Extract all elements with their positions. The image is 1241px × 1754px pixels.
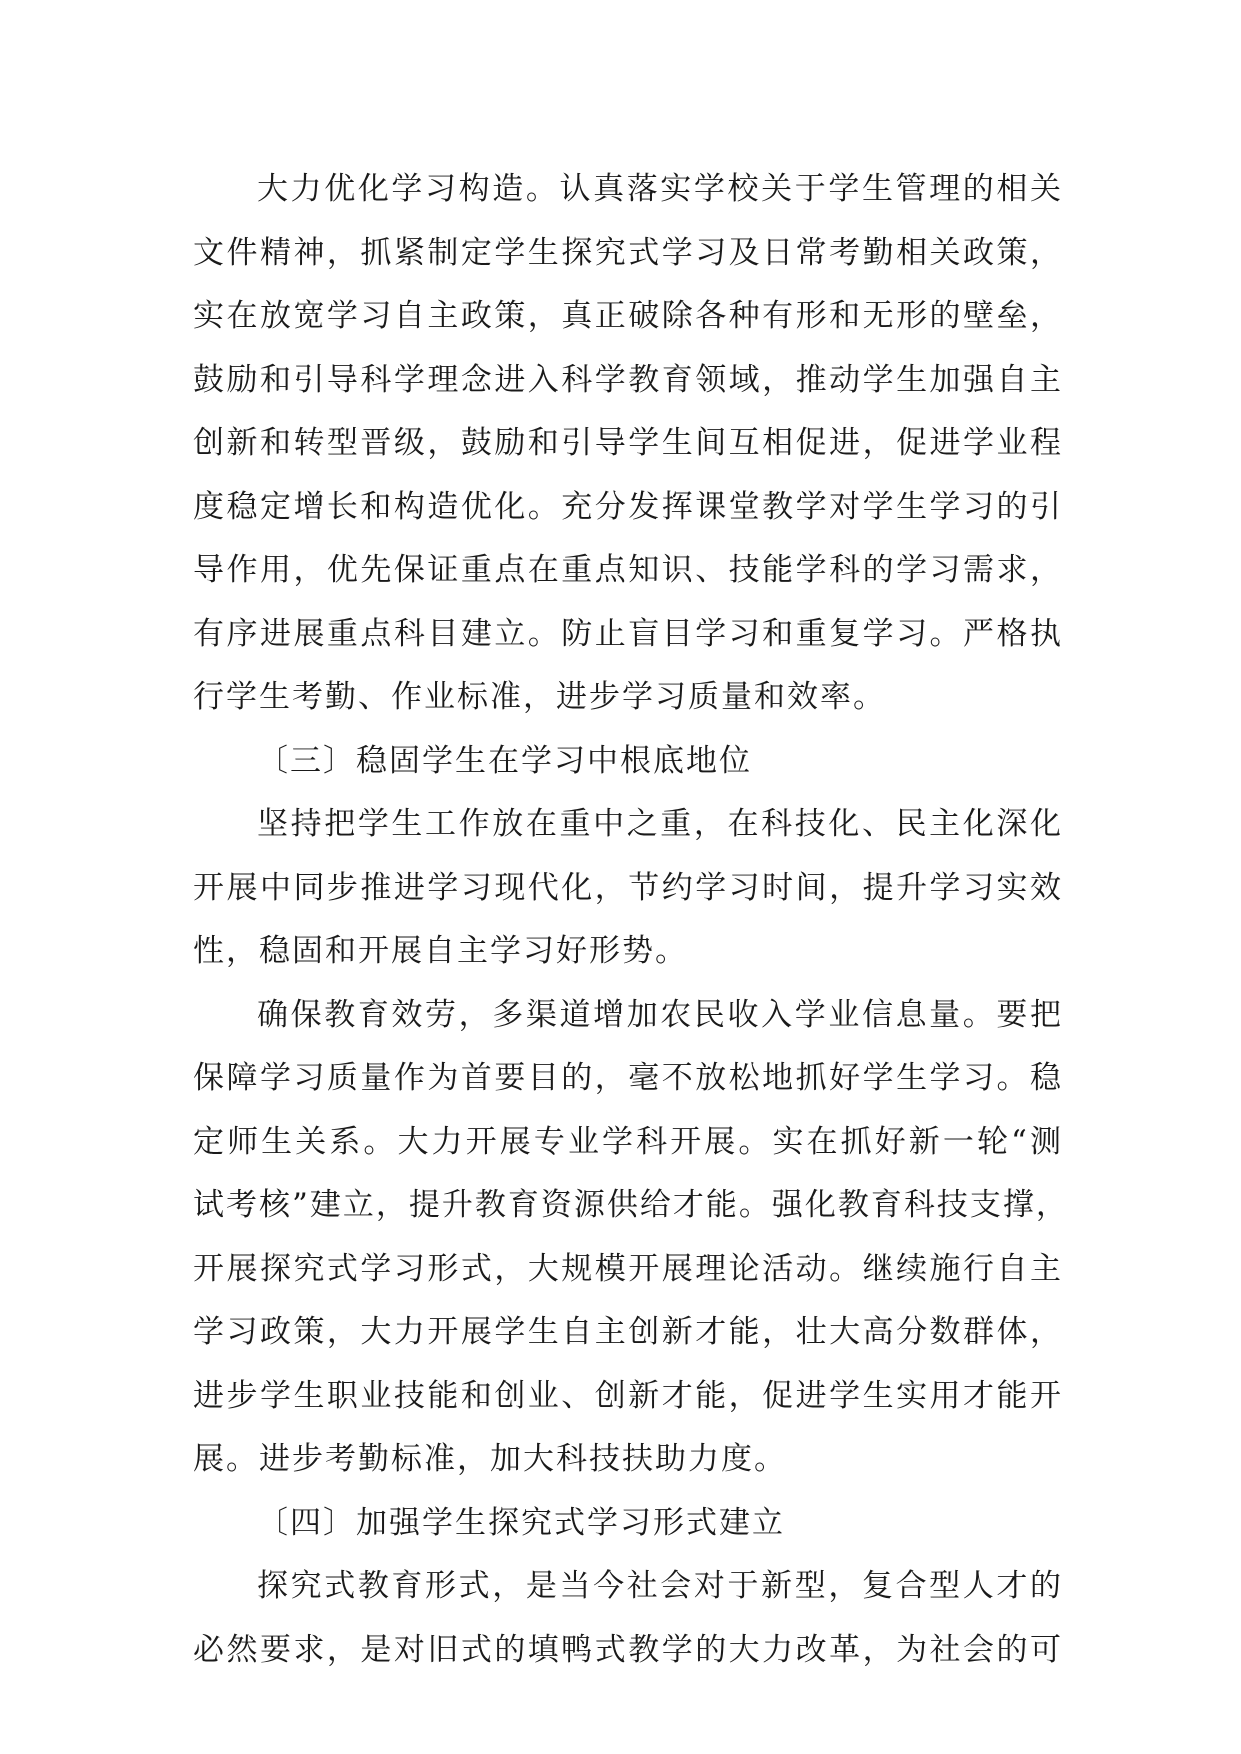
text-line: 探究式教育形式，是当今社会对于新型，复合型人才的 bbox=[257, 1568, 1063, 1604]
text-line: 进步学生职业技能和创业、创新才能，促进学生实用才能开 bbox=[193, 1377, 1063, 1414]
text-line: 性，稳固和开展自主学习好形势。 bbox=[193, 933, 688, 969]
text-line: 度稳定增长和构造优化。充分发挥课堂教学对学生学习的引 bbox=[193, 488, 1063, 525]
text-line: 保障学习质量作为首要目的，毫不放松地抓好学生学习。稳 bbox=[193, 1060, 1063, 1096]
text-line: 有序进展重点科目建立。防止盲目学习和重复学习。严格执 bbox=[193, 615, 1063, 652]
text-line: 开展中同步推进学习现代化，节约学习时间，提升学习实效 bbox=[193, 869, 1063, 906]
text-line: 学习政策，大力开展学生自主创新才能，壮大高分数群体， bbox=[193, 1314, 1063, 1350]
text-line: 文件精神，抓紧制定学生探究式学习及日常考勤相关政策， bbox=[193, 234, 1063, 271]
text-line: 大力优化学习构造。认真落实学校关于学生管理的相关 bbox=[257, 171, 1063, 207]
text-line: 开展探究式学习形式，大规模开展理论活动。继续施行自主 bbox=[193, 1250, 1063, 1287]
text-line: 导作用，优先保证重点在重点知识、技能学科的学习需求， bbox=[193, 552, 1063, 588]
text-line: 试考核”建立，提升教育资源供给才能。强化教育科技支撑， bbox=[193, 1187, 1069, 1223]
document-body bbox=[193, 158, 1069, 1682]
text-line: 鼓励和引导科学理念进入科学教育领域，推动学生加强自主 bbox=[193, 361, 1063, 398]
text-line: 定师生关系。大力开展专业学科开展。实在抓好新一轮“测 bbox=[193, 1123, 1063, 1160]
section-heading: 〔四〕加强学生探究式学习形式建立 bbox=[257, 1504, 785, 1541]
text-line: 坚持把学生工作放在重中之重，在科技化、民主化深化 bbox=[257, 806, 1063, 842]
section-heading: 〔三〕稳固学生在学习中根底地位 bbox=[257, 742, 752, 779]
text-line: 行学生考勤、作业标准，进步学习质量和效率。 bbox=[193, 679, 886, 715]
text-line: 展。进步考勤标准，加大科技扶助力度。 bbox=[193, 1441, 787, 1477]
text-line: 创新和转型晋级，鼓励和引导学生间互相促进，促进学业程 bbox=[193, 425, 1063, 461]
text-line: 必然要求，是对旧式的填鸭式教学的大力改革，为社会的可 bbox=[193, 1631, 1063, 1668]
text-line: 实在放宽学习自主政策，真正破除各种有形和无形的壁垒， bbox=[193, 298, 1063, 334]
text-line: 确保教育效劳，多渠道增加农民收入学业信息量。要把 bbox=[257, 996, 1063, 1033]
